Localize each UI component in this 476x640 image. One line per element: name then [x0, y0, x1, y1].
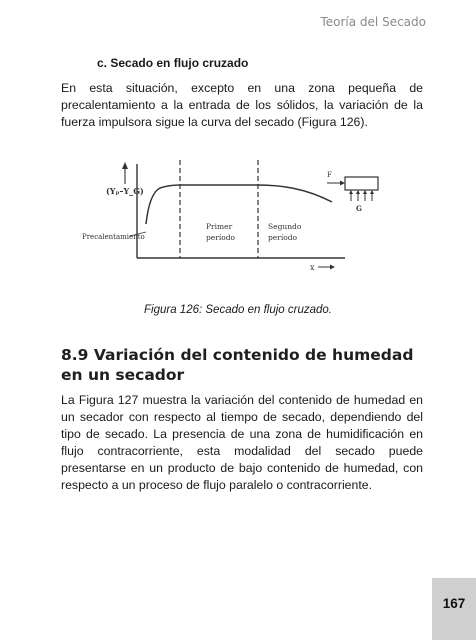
- inset-feed-arrow-head: [340, 181, 345, 186]
- section-heading: 8.9 Variación del contenido de humedad en un secador: [61, 346, 414, 384]
- page-number-tab: [432, 578, 476, 640]
- paragraph-intro: En esta situación, excepto en una zona pequeña de precalentamiento a la entrada de los sólidos, la variación de la fuerza impulsora sigue la curva del secado (Figura 126).: [61, 81, 423, 129]
- second-period-label-2: período: [268, 233, 298, 242]
- second-period-label-1: Segundo: [268, 222, 302, 231]
- first-period-label-1: Primer: [206, 222, 233, 231]
- x-axis-label: x: [310, 263, 315, 272]
- precal-label: Precalentamiento: [82, 233, 145, 241]
- inset-bottom-label: G: [356, 204, 362, 213]
- paragraph-body: La Figura 127 muestra la variación del contenido de humedad en un secador con respecto al tiempo de secado, dependiendo del tipo de secado. La presencia de una zona de humidificación en flujo contracorriente, esta modalidad del secado puede presentarse en un producto de bajo contenido de humedad, con respecto a un proceso de flujo paralelo o contracorriente.: [61, 393, 423, 492]
- drying-curve: [146, 185, 332, 224]
- y-axis-label: (Yₚ–Y_G): [106, 186, 144, 196]
- inset-top-label: F: [327, 171, 332, 179]
- subsection-title: c. Secado en flujo cruzado: [97, 56, 249, 70]
- drying-curve-diagram: [80, 154, 380, 279]
- inset-dryer-box: [345, 177, 378, 190]
- running-header: Teoría del Secado: [320, 15, 426, 29]
- figure-caption: Figura 126: Secado en flujo cruzado.: [144, 304, 332, 316]
- y-arrow-head: [122, 162, 128, 169]
- page-number: 167: [442, 596, 466, 611]
- x-arrow-head: [330, 265, 335, 270]
- figure-126: [80, 154, 380, 279]
- first-period-label-2: período: [206, 233, 236, 242]
